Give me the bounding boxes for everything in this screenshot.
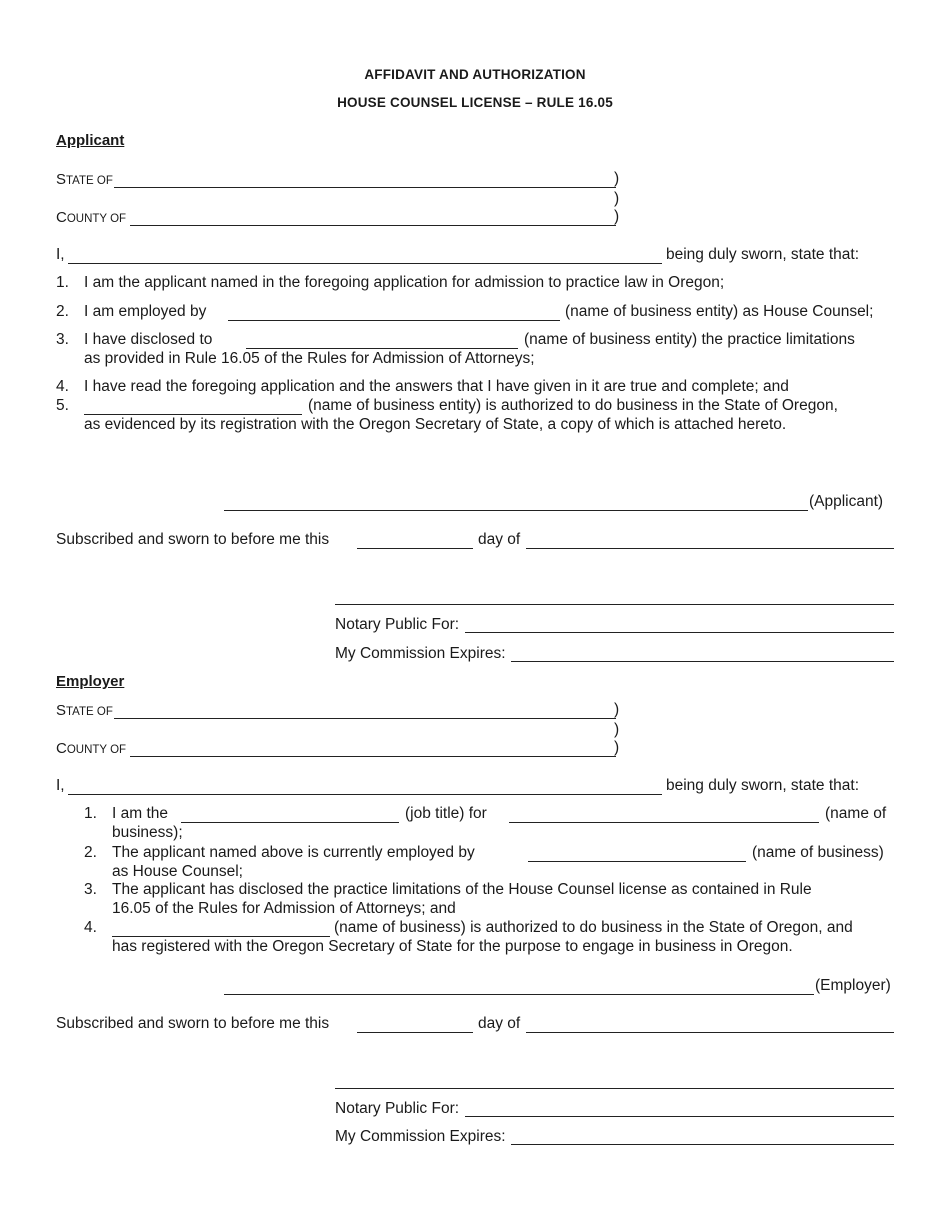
- applicant-day-of-text: day of: [478, 531, 521, 548]
- employer-signature-label: (Employer): [815, 977, 891, 994]
- employer-signature-field[interactable]: [224, 994, 814, 995]
- applicant-commission-field[interactable]: [511, 661, 894, 662]
- employer-name-field[interactable]: [68, 794, 662, 795]
- employer-item-4-cont: has registered with the Oregon Secretary of State for the purpose to engage in business in Oregon.: [112, 938, 793, 955]
- employer-county-label: COUNTY OF: [56, 740, 127, 757]
- employer-heading: Employer: [56, 673, 125, 690]
- employer-county-field[interactable]: [130, 756, 616, 757]
- applicant-item-4: I have read the foregoing application and the answers that I have given in it are true and complete; and: [84, 378, 789, 395]
- employer-sworn-text: being duly sworn, state that:: [666, 777, 860, 794]
- item-number: 2.: [84, 844, 97, 861]
- applicant-disclosed-entity-field[interactable]: [246, 348, 518, 349]
- employer-day-field[interactable]: [357, 1032, 473, 1033]
- paren: ): [614, 208, 620, 225]
- paren: ): [614, 739, 620, 756]
- employer-commission-field[interactable]: [511, 1144, 894, 1145]
- applicant-notary-label: Notary Public For:: [335, 616, 460, 633]
- employer-employed-business-field[interactable]: [528, 861, 746, 862]
- applicant-name-field[interactable]: [68, 263, 662, 264]
- employer-item-3-cont: 16.05 of the Rules for Admission of Attorneys; and: [112, 900, 456, 917]
- applicant-signature-field[interactable]: [224, 510, 808, 511]
- paren: ): [614, 701, 620, 718]
- item-number: 3.: [56, 331, 69, 348]
- employer-subscribed-text: Subscribed and sworn to before me this: [56, 1015, 330, 1032]
- applicant-item-3-suffix: (name of business entity) the practice limitations: [524, 331, 855, 348]
- employer-notary-signature-field[interactable]: [335, 1088, 894, 1089]
- applicant-subscribed-text: Subscribed and sworn to before me this: [56, 531, 330, 548]
- applicant-state-label: STATE OF: [56, 171, 113, 188]
- employer-item-4-text: (name of business) is authorized to do business in the State of Oregon, and: [334, 919, 853, 936]
- applicant-sworn-text: being duly sworn, state that:: [666, 246, 860, 263]
- applicant-notary-field[interactable]: [465, 632, 894, 633]
- employer-i-label: I,: [56, 777, 65, 794]
- employer-job-title-field[interactable]: [181, 822, 399, 823]
- applicant-heading: Applicant: [56, 132, 125, 149]
- employer-item-1-suffix: (name of: [825, 805, 887, 822]
- form-title: AFFIDAVIT AND AUTHORIZATION: [364, 67, 586, 82]
- employer-item-2-text: The applicant named above is currently employed by: [112, 844, 475, 861]
- employer-day-of-text: day of: [478, 1015, 521, 1032]
- applicant-notary-signature-field[interactable]: [335, 604, 894, 605]
- employer-item-2-cont: as House Counsel;: [112, 863, 243, 880]
- applicant-commission-label: My Commission Expires:: [335, 645, 506, 662]
- applicant-item-2-suffix: (name of business entity) as House Counsel;: [565, 303, 874, 320]
- employer-commission-label: My Commission Expires:: [335, 1128, 506, 1145]
- form-subtitle: HOUSE COUNSEL LICENSE – RULE 16.05: [337, 95, 613, 110]
- applicant-item-2-text: I am employed by: [84, 303, 207, 320]
- employer-notary-field[interactable]: [465, 1116, 894, 1117]
- employer-item-1-text: I am the: [112, 805, 168, 822]
- employer-state-field[interactable]: [114, 718, 616, 719]
- applicant-item-3-text: I have disclosed to: [84, 331, 213, 348]
- applicant-state-field[interactable]: [114, 187, 616, 188]
- employer-month-year-field[interactable]: [526, 1032, 894, 1033]
- item-number: 1.: [56, 274, 69, 291]
- employer-notary-label: Notary Public For:: [335, 1100, 460, 1117]
- applicant-item-3-cont: as provided in Rule 16.05 of the Rules for Admission of Attorneys;: [84, 350, 535, 367]
- item-number: 5.: [56, 397, 69, 414]
- applicant-item-5-text: (name of business entity) is authorized to do business in the State of Oregon,: [308, 397, 838, 414]
- employer-item-2-suffix: (name of business): [752, 844, 884, 861]
- item-number: 4.: [56, 378, 69, 395]
- employer-state-label: STATE OF: [56, 702, 113, 719]
- employer-item-3-text: The applicant has disclosed the practice limitations of the House Counsel license as contained in Rule: [112, 881, 812, 898]
- applicant-day-field[interactable]: [357, 548, 473, 549]
- applicant-month-year-field[interactable]: [526, 548, 894, 549]
- employer-item-1-cont: business);: [112, 824, 183, 841]
- paren: ): [614, 721, 620, 738]
- applicant-item-5-cont: as evidenced by its registration with the Oregon Secretary of State, a copy of which is attached hereto.: [84, 416, 787, 433]
- paren: ): [614, 190, 620, 207]
- applicant-authorized-entity-field[interactable]: [84, 414, 302, 415]
- employer-business-name-field[interactable]: [509, 822, 819, 823]
- applicant-i-label: I,: [56, 246, 65, 263]
- item-number: 1.: [84, 805, 97, 822]
- applicant-employer-name-field[interactable]: [228, 320, 560, 321]
- employer-authorized-business-field[interactable]: [112, 936, 330, 937]
- applicant-county-label: COUNTY OF: [56, 209, 127, 226]
- employer-item-1-mid: (job title) for: [405, 805, 487, 822]
- applicant-county-field[interactable]: [130, 225, 616, 226]
- item-number: 2.: [56, 303, 69, 320]
- item-number: 3.: [84, 881, 97, 898]
- applicant-item-1: I am the applicant named in the foregoing application for admission to practice law in Oregon;: [84, 274, 725, 291]
- item-number: 4.: [84, 919, 97, 936]
- applicant-signature-label: (Applicant): [809, 493, 884, 510]
- paren: ): [614, 170, 620, 187]
